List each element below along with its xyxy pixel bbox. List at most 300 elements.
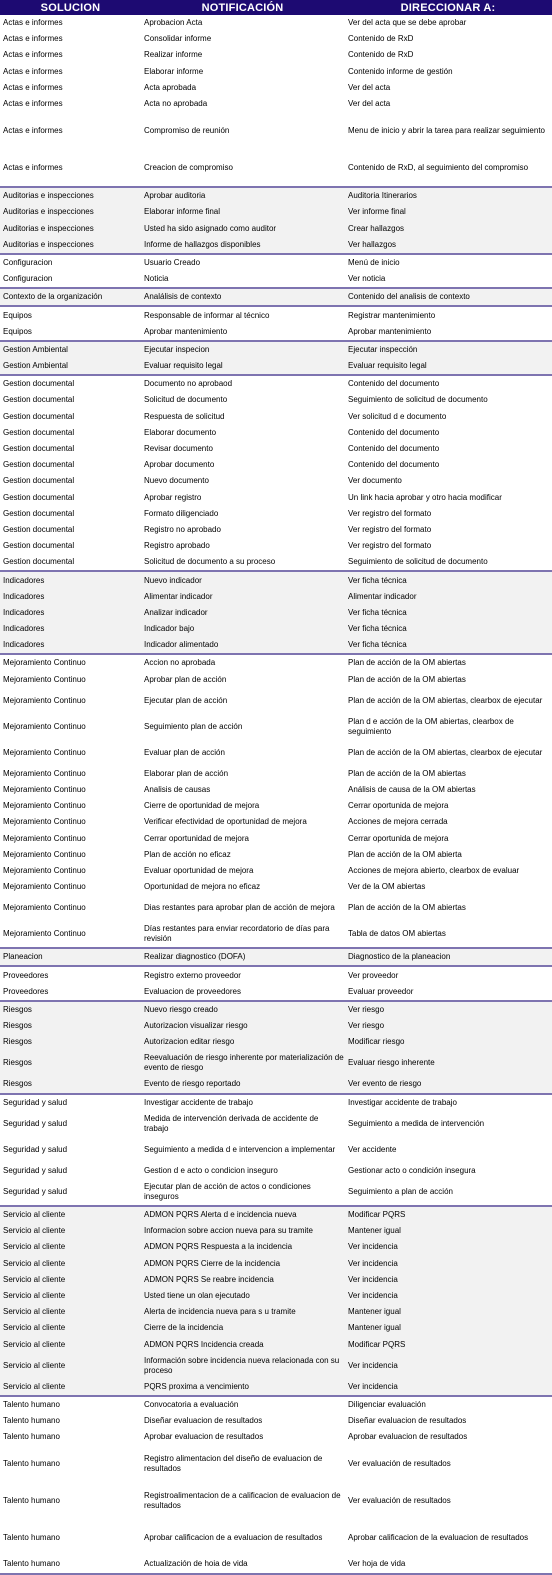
cell-direccionar: Acciones de mejora cerrada	[348, 817, 448, 827]
table-row	[0, 621, 552, 637]
cell-solucion: Actas e informes	[3, 99, 63, 109]
table-row	[0, 655, 552, 671]
solution-group	[0, 1002, 552, 1095]
cell-direccionar: Contenido del documento	[348, 379, 440, 389]
cell-solucion: Mejoramiento Continuo	[3, 721, 86, 731]
table-row	[0, 1050, 552, 1076]
table-row	[0, 64, 552, 80]
table-row	[0, 1556, 552, 1572]
cell-notificacion: Revisar documento	[144, 444, 213, 454]
table-row	[0, 255, 552, 271]
table-row	[0, 782, 552, 798]
cell-notificacion: Alimentar indicador	[144, 591, 213, 601]
cell-solucion: Configuracion	[3, 274, 53, 284]
cell-notificacion: Nuevo documento	[144, 476, 209, 486]
table-row	[0, 1272, 552, 1288]
cell-notificacion: Compromiso de reunión	[144, 125, 230, 135]
table-row	[0, 714, 552, 740]
cell-direccionar: Modificar PQRS	[348, 1339, 406, 1349]
cell-notificacion: Solicitud de documento a su proceso	[144, 557, 276, 567]
table-row	[0, 1018, 552, 1034]
cell-solucion: Mejoramiento Continuo	[3, 785, 86, 795]
cell-solucion: Gestion documental	[3, 476, 75, 486]
cell-notificacion: Aprobar registro	[144, 492, 202, 502]
cell-direccionar: Aprobar mantenimiento	[348, 326, 432, 336]
cell-direccionar: Ver proveedor	[348, 970, 399, 980]
table-row	[0, 1256, 552, 1272]
cell-notificacion: Consolidar informe	[144, 34, 212, 44]
cell-solucion: Gestion Ambiental	[3, 361, 68, 371]
cell-direccionar: Contenido de RxD	[348, 34, 414, 44]
cell-direccionar: Modificar PQRS	[348, 1210, 406, 1220]
table-row	[0, 847, 552, 863]
cell-solucion: Servicio al cliente	[3, 1226, 66, 1236]
table-row	[0, 376, 552, 392]
cell-solucion: Indicadores	[3, 607, 45, 617]
table-row	[0, 1397, 552, 1413]
cell-notificacion: Alerta de incidencia nueva para s u tramite	[144, 1307, 296, 1317]
table-row	[0, 1379, 552, 1395]
cell-notificacion: Verificar efectividad de oportunidad de mejora	[144, 817, 307, 827]
table-row	[0, 949, 552, 965]
cell-solucion: Servicio al cliente	[3, 1323, 66, 1333]
table-row	[0, 740, 552, 766]
cell-direccionar: Cerrar oportunida de mejora	[348, 833, 449, 843]
table-row	[0, 237, 552, 253]
header-notificacion: NOTIFICACIÓN	[201, 1, 284, 14]
cell-direccionar: Ver incidencia	[348, 1290, 398, 1300]
cell-notificacion: Registro externo proveedor	[144, 970, 241, 980]
cell-solucion: Gestion documental	[3, 460, 75, 470]
cell-direccionar: Menú de inicio	[348, 257, 400, 267]
cell-notificacion: PQRS proxima a vencimiento	[144, 1381, 249, 1391]
table-row	[0, 798, 552, 814]
cell-solucion: Servicio al cliente	[3, 1381, 66, 1391]
cell-notificacion: Indicador bajo	[144, 624, 195, 634]
cell-notificacion: Responsable de informar al técnico	[144, 310, 270, 320]
cell-solucion: Gestion Ambiental	[3, 344, 68, 354]
cell-notificacion: Aprobar calificacion de a evaluacion de resultados	[144, 1532, 323, 1542]
table-row	[0, 271, 552, 287]
cell-solucion: Talento humano	[3, 1458, 60, 1468]
table-row	[0, 1111, 552, 1137]
cell-direccionar: Alimentar indicador	[348, 591, 417, 601]
cell-notificacion: Elaborar informe final	[144, 207, 221, 217]
table-row	[0, 188, 552, 204]
cell-notificacion: Nuevo indicador	[144, 575, 202, 585]
cell-notificacion: Informe de hallazgos disponibles	[144, 239, 261, 249]
table-row	[0, 342, 552, 358]
cell-notificacion: Aprobar documento	[144, 460, 215, 470]
cell-notificacion: Reevaluación de riesgo inherente por materialización de evento de riesgo	[144, 1053, 344, 1073]
solution-group	[0, 1397, 552, 1575]
cell-notificacion: Seguimiento a medida d e intervencion a implementar	[144, 1144, 336, 1154]
cell-direccionar: Ver riesgo	[348, 1021, 385, 1031]
cell-direccionar: Contenido del documento	[348, 427, 440, 437]
table-row	[0, 289, 552, 305]
cell-notificacion: Evaluacion de proveedores	[144, 986, 241, 996]
table-row	[0, 112, 552, 149]
table-row	[0, 409, 552, 425]
table-row	[0, 149, 552, 186]
solution-group	[0, 1207, 552, 1397]
cell-solucion: Riesgos	[3, 1004, 32, 1014]
cell-notificacion: Seguimiento plan de acción	[144, 721, 243, 731]
cell-notificacion: Dias restantes para aprobar plan de acción de mejora	[144, 903, 335, 913]
cell-solucion: Mejoramiento Continuo	[3, 865, 86, 875]
cell-direccionar: Ver evento de riesgo	[348, 1079, 422, 1089]
cell-direccionar: Ver incidencia	[348, 1274, 398, 1284]
cell-solucion: Servicio al cliente	[3, 1290, 66, 1300]
cell-notificacion: Evaluar oportunidad de mejora	[144, 865, 254, 875]
cell-notificacion: Oportunidad de mejora no eficaz	[144, 882, 261, 892]
cell-solucion: Mejoramiento Continuo	[3, 882, 86, 892]
cell-notificacion: ADMON PQRS Se reabre incidencia	[144, 1274, 274, 1284]
solution-group	[0, 949, 552, 967]
table-row	[0, 441, 552, 457]
cell-direccionar: Mantener igual	[348, 1226, 401, 1236]
table-row	[0, 879, 552, 895]
table-row	[0, 1239, 552, 1255]
cell-solucion: Riesgos	[3, 1079, 32, 1089]
cell-direccionar: Mantener igual	[348, 1323, 401, 1333]
table-row	[0, 766, 552, 782]
table-row	[0, 637, 552, 653]
cell-solucion: Actas e informes	[3, 162, 63, 172]
cell-notificacion: Usted tiene un olan ejecutado	[144, 1290, 250, 1300]
cell-solucion: Gestion documental	[3, 411, 75, 421]
cell-notificacion: Formato diligenciado	[144, 508, 219, 518]
cell-notificacion: Noticia	[144, 274, 169, 284]
cell-solucion: Proveedores	[3, 970, 49, 980]
cell-solucion: Gestion documental	[3, 395, 75, 405]
cell-solucion: Equipos	[3, 310, 32, 320]
table-row	[0, 324, 552, 340]
cell-direccionar: Ver hallazgos	[348, 239, 397, 249]
table-row	[0, 1163, 552, 1179]
table-row	[0, 1095, 552, 1111]
cell-direccionar: Plan de acción de la OM abiertas	[348, 674, 466, 684]
cell-notificacion: Actualización de hoia de vida	[144, 1559, 248, 1569]
cell-direccionar: Cerrar oportunida de mejora	[348, 801, 449, 811]
table-row	[0, 1336, 552, 1352]
header-solucion: SOLUCION	[40, 1, 101, 14]
cell-direccionar: Contenido del documento	[348, 444, 440, 454]
cell-notificacion: Evaluar plan de acción	[144, 747, 225, 757]
table-row	[0, 1413, 552, 1429]
cell-notificacion: Registro aprobado	[144, 541, 210, 551]
table-row	[0, 358, 552, 374]
table-row	[0, 15, 552, 31]
cell-notificacion: Autorizacion visualizar riesgo	[144, 1021, 248, 1031]
cell-solucion: Gestion documental	[3, 508, 75, 518]
cell-direccionar: Ver ficha técnica	[348, 640, 407, 650]
cell-notificacion: Accion no aprobada	[144, 658, 216, 668]
cell-direccionar: Diligenciar evaluación	[348, 1399, 426, 1409]
cell-notificacion: Cerrar oportunidad de mejora	[144, 833, 249, 843]
cell-direccionar: Ver del acta que se debe aprobar	[348, 18, 467, 28]
cell-direccionar: Plan de acción de la OM abiertas, clearbox de ejecutar	[348, 747, 543, 757]
cell-direccionar: Modificar riesgo	[348, 1037, 405, 1047]
solution-group	[0, 255, 552, 289]
cell-notificacion: Investigar accidente de trabajo	[144, 1097, 253, 1107]
table-row	[0, 895, 552, 921]
cell-solucion: Planeacion	[3, 952, 43, 962]
cell-solucion: Seguridad y salud	[3, 1165, 68, 1175]
cell-solucion: Actas e informes	[3, 18, 63, 28]
cell-notificacion: Cierre de oportunidad de mejora	[144, 801, 260, 811]
cell-direccionar: Crear hallazgos	[348, 223, 405, 233]
cell-solucion: Gestion documental	[3, 557, 75, 567]
cell-direccionar: Registrar mantenimiento	[348, 310, 436, 320]
table-row	[0, 921, 552, 947]
cell-solucion: Gestion documental	[3, 524, 75, 534]
cell-direccionar: Diseñar evaluacion de resultados	[348, 1416, 467, 1426]
cell-direccionar: Evaluar riesgo inherente	[348, 1058, 435, 1068]
table-row	[0, 47, 552, 63]
cell-direccionar: Plan d e acción de la OM abiertas, clearbox de seguimiento	[348, 716, 514, 736]
solution-group	[0, 376, 552, 572]
cell-solucion: Configuracion	[3, 257, 53, 267]
cell-direccionar: Ver solicitud d e documento	[348, 411, 447, 421]
cell-direccionar: Ver registro del formato	[348, 524, 432, 534]
table-row	[0, 1320, 552, 1336]
solution-group	[0, 967, 552, 1001]
table-header	[0, 0, 552, 15]
cell-direccionar: Ver accidente	[348, 1144, 397, 1154]
cell-notificacion: Aprobar auditoria	[144, 191, 206, 201]
table-row	[0, 96, 552, 112]
cell-notificacion: Acta aprobada	[144, 82, 197, 92]
cell-notificacion: Elaborar informe	[144, 66, 204, 76]
cell-direccionar: Ver noticia	[348, 274, 386, 284]
cell-direccionar: Ver del acta	[348, 99, 391, 109]
cell-solucion: Equipos	[3, 326, 32, 336]
cell-direccionar: Ver registro del formato	[348, 508, 432, 518]
cell-solucion: Talento humano	[3, 1559, 60, 1569]
cell-notificacion: Solicitud de documento	[144, 395, 228, 405]
cell-direccionar: Contenido del analisis de contexto	[348, 292, 470, 302]
table-row	[0, 589, 552, 605]
solution-group	[0, 289, 552, 307]
cell-notificacion: Usuario Creado	[144, 257, 201, 267]
cell-solucion: Mejoramiento Continuo	[3, 833, 86, 843]
cell-notificacion: Aprobacion Acta	[144, 18, 203, 28]
table-row	[0, 425, 552, 441]
cell-direccionar: Análisis de causa de la OM abiertas	[348, 785, 476, 795]
table-row	[0, 307, 552, 323]
cell-solucion: Indicadores	[3, 640, 45, 650]
cell-notificacion: Informacion sobre accion nueva para su tramite	[144, 1226, 313, 1236]
cell-solucion: Mejoramiento Continuo	[3, 929, 86, 939]
cell-direccionar: Ver ficha técnica	[348, 607, 407, 617]
cell-solucion: Auditorias e inspecciones	[3, 239, 94, 249]
cell-solucion: Auditorias e inspecciones	[3, 207, 94, 217]
table-row	[0, 1304, 552, 1320]
cell-notificacion: Información sobre incidencia nueva relacionada con su proceso	[144, 1355, 340, 1375]
cell-direccionar: Tabla de datos OM abiertas	[348, 929, 446, 939]
cell-solucion: Talento humano	[3, 1399, 60, 1409]
cell-notificacion: Registro alimentacion del diseño de evaluacion de resultados	[144, 1453, 323, 1473]
cell-solucion: Actas e informes	[3, 82, 63, 92]
table-row	[0, 1519, 552, 1556]
cell-solucion: Mejoramiento Continuo	[3, 674, 86, 684]
cell-solucion: Gestion documental	[3, 379, 75, 389]
cell-solucion: Contexto de la organización	[3, 292, 103, 302]
cell-solucion: Mejoramiento Continuo	[3, 695, 86, 705]
table-row	[0, 1179, 552, 1205]
solution-group	[0, 15, 552, 188]
cell-notificacion: Creacion de compromiso	[144, 162, 233, 172]
cell-notificacion: Evento de riesgo reportado	[144, 1079, 241, 1089]
cell-direccionar: Contenido de RxD	[348, 50, 414, 60]
cell-direccionar: Ver registro del formato	[348, 541, 432, 551]
cell-direccionar: Plan de acción de la OM abiertas	[348, 658, 466, 668]
cell-solucion: Servicio al cliente	[3, 1210, 66, 1220]
table-row	[0, 1207, 552, 1223]
table-row	[0, 814, 552, 830]
cell-direccionar: Ver evaluación de resultados	[348, 1495, 451, 1505]
cell-solucion: Mejoramiento Continuo	[3, 658, 86, 668]
cell-solucion: Seguridad y salud	[3, 1144, 68, 1154]
cell-direccionar: Auditoria Itinerarios	[348, 191, 417, 201]
cell-direccionar: Contenido del documento	[348, 460, 440, 470]
table-row	[0, 204, 552, 220]
solution-group	[0, 342, 552, 376]
cell-notificacion: Elaborar plan de acción	[144, 768, 229, 778]
cell-direccionar: Ver de la OM abiertas	[348, 882, 426, 892]
cell-direccionar: Contenido informe de gestión	[348, 66, 453, 76]
cell-solucion: Riesgos	[3, 1058, 32, 1068]
cell-solucion: Seguridad y salud	[3, 1118, 68, 1128]
cell-solucion: Proveedores	[3, 986, 49, 996]
table-row	[0, 672, 552, 688]
table-row	[0, 1288, 552, 1304]
cell-direccionar: Evaluar proveedor	[348, 986, 414, 996]
cell-direccionar: Ver incidencia	[348, 1258, 398, 1268]
table-row	[0, 473, 552, 489]
cell-notificacion: ADMON PQRS Alerta d e incidencia nueva	[144, 1210, 297, 1220]
cell-direccionar: Gestionar acto o condición insegura	[348, 1165, 476, 1175]
cell-direccionar: Seguimiento de solicitud de documento	[348, 395, 488, 405]
cell-solucion: Actas e informes	[3, 50, 63, 60]
cell-solucion: Mejoramiento Continuo	[3, 801, 86, 811]
cell-notificacion: Medida de intervención derivada de accidente de trabajo	[144, 1113, 319, 1133]
cell-solucion: Actas e informes	[3, 66, 63, 76]
cell-notificacion: ADMON PQRS Respuesta a la incidencia	[144, 1242, 293, 1252]
cell-notificacion: Usted ha sido asignado como auditor	[144, 223, 277, 233]
cell-direccionar: Seguimiento a medida de intervención	[348, 1118, 485, 1128]
cell-solucion: Riesgos	[3, 1021, 32, 1031]
cell-solucion: Servicio al cliente	[3, 1274, 66, 1284]
cell-notificacion: Diseñar evaluacion de resultados	[144, 1416, 263, 1426]
cell-notificacion: Ejecutar plan de acción	[144, 695, 228, 705]
cell-notificacion: Autorizacion editar riesgo	[144, 1037, 235, 1047]
table-row	[0, 688, 552, 714]
table-row	[0, 1353, 552, 1379]
cell-direccionar: Ver informe final	[348, 207, 406, 217]
solution-group	[0, 1095, 552, 1207]
table-row	[0, 1445, 552, 1482]
cell-notificacion: Nuevo riesgo creado	[144, 1004, 218, 1014]
table-row	[0, 605, 552, 621]
cell-solucion: Mejoramiento Continuo	[3, 747, 86, 757]
cell-notificacion: Días restantes para enviar recordatorio de días para revisión	[144, 924, 330, 944]
cell-direccionar: Investigar accidente de trabajo	[348, 1097, 457, 1107]
cell-notificacion: Aprobar plan de acción	[144, 674, 227, 684]
cell-notificacion: Ejecutar plan de acción de actos o condiciones inseguros	[144, 1181, 311, 1201]
cell-solucion: Mejoramiento Continuo	[3, 849, 86, 859]
cell-direccionar: Evaluar requisito legal	[348, 361, 427, 371]
cell-direccionar: Diagnostico de la planeacion	[348, 952, 451, 962]
cell-direccionar: Seguimiento a plan de acción	[348, 1186, 453, 1196]
cell-solucion: Seguridad y salud	[3, 1097, 68, 1107]
cell-direccionar: Ver ficha técnica	[348, 575, 407, 585]
table-row	[0, 221, 552, 237]
table-row	[0, 80, 552, 96]
cell-notificacion: Realizar informe	[144, 50, 203, 60]
table-row	[0, 490, 552, 506]
cell-notificacion: Analisis de causas	[144, 785, 211, 795]
cell-notificacion: Indicador alimentado	[144, 640, 219, 650]
table-row	[0, 967, 552, 983]
table-row	[0, 31, 552, 47]
cell-notificacion: ADMON PQRS Incidencia creada	[144, 1339, 264, 1349]
table-row	[0, 1429, 552, 1445]
cell-direccionar: Seguimiento de solicitud de documento	[348, 557, 488, 567]
cell-solucion: Indicadores	[3, 624, 45, 634]
cell-notificacion: Respuesta de solicitud	[144, 411, 225, 421]
cell-solucion: Talento humano	[3, 1532, 60, 1542]
cell-direccionar: Ver incidencia	[348, 1242, 398, 1252]
cell-direccionar: Plan de acción de la OM abiertas	[348, 768, 466, 778]
cell-solucion: Actas e informes	[3, 125, 63, 135]
cell-direccionar: Ver documento	[348, 476, 402, 486]
cell-notificacion: Documento no aprobaod	[144, 379, 233, 389]
cell-solucion: Auditorias e inspecciones	[3, 223, 94, 233]
cell-notificacion: Ejecutar inspecion	[144, 344, 210, 354]
table-row	[0, 1076, 552, 1092]
table-row	[0, 457, 552, 473]
cell-direccionar: Ver evaluación de resultados	[348, 1458, 451, 1468]
table-row	[0, 522, 552, 538]
table-row	[0, 1137, 552, 1163]
table-row	[0, 984, 552, 1000]
cell-solucion: Auditorias e inspecciones	[3, 191, 94, 201]
cell-notificacion: Aprobar mantenimiento	[144, 326, 228, 336]
cell-solucion: Indicadores	[3, 591, 45, 601]
cell-notificacion: Realizar diagnostico (DOFA)	[144, 952, 246, 962]
cell-notificacion: Analizar indicador	[144, 607, 208, 617]
cell-solucion: Servicio al cliente	[3, 1258, 66, 1268]
cell-direccionar: Ver ficha técnica	[348, 624, 407, 634]
cell-notificacion: Registroalimentacion de a calificacion de evaluacion de resultados	[144, 1490, 341, 1510]
cell-notificacion: Plan de acción no eficaz	[144, 849, 231, 859]
cell-notificacion: ADMON PQRS Cierre de la incidencia	[144, 1258, 281, 1268]
cell-direccionar: Contenido de RxD, al seguimiento del compromiso	[348, 162, 529, 172]
cell-solucion: Seguridad y salud	[3, 1186, 68, 1196]
table-row	[0, 1482, 552, 1519]
cell-notificacion: Aprobar evaluacion de resultados	[144, 1432, 264, 1442]
cell-direccionar: Acciones de mejora abierto, clearbox de evaluar	[348, 865, 520, 875]
cell-solucion: Mejoramiento Continuo	[3, 768, 86, 778]
cell-notificacion: Convocatoria a evaluación	[144, 1399, 239, 1409]
table-row	[0, 538, 552, 554]
cell-direccionar: Menu de inicio y abrir la tarea para realizar seguimiento	[348, 125, 545, 135]
table-row	[0, 863, 552, 879]
table-row	[0, 1223, 552, 1239]
cell-direccionar: Ver hoja de vida	[348, 1559, 406, 1569]
